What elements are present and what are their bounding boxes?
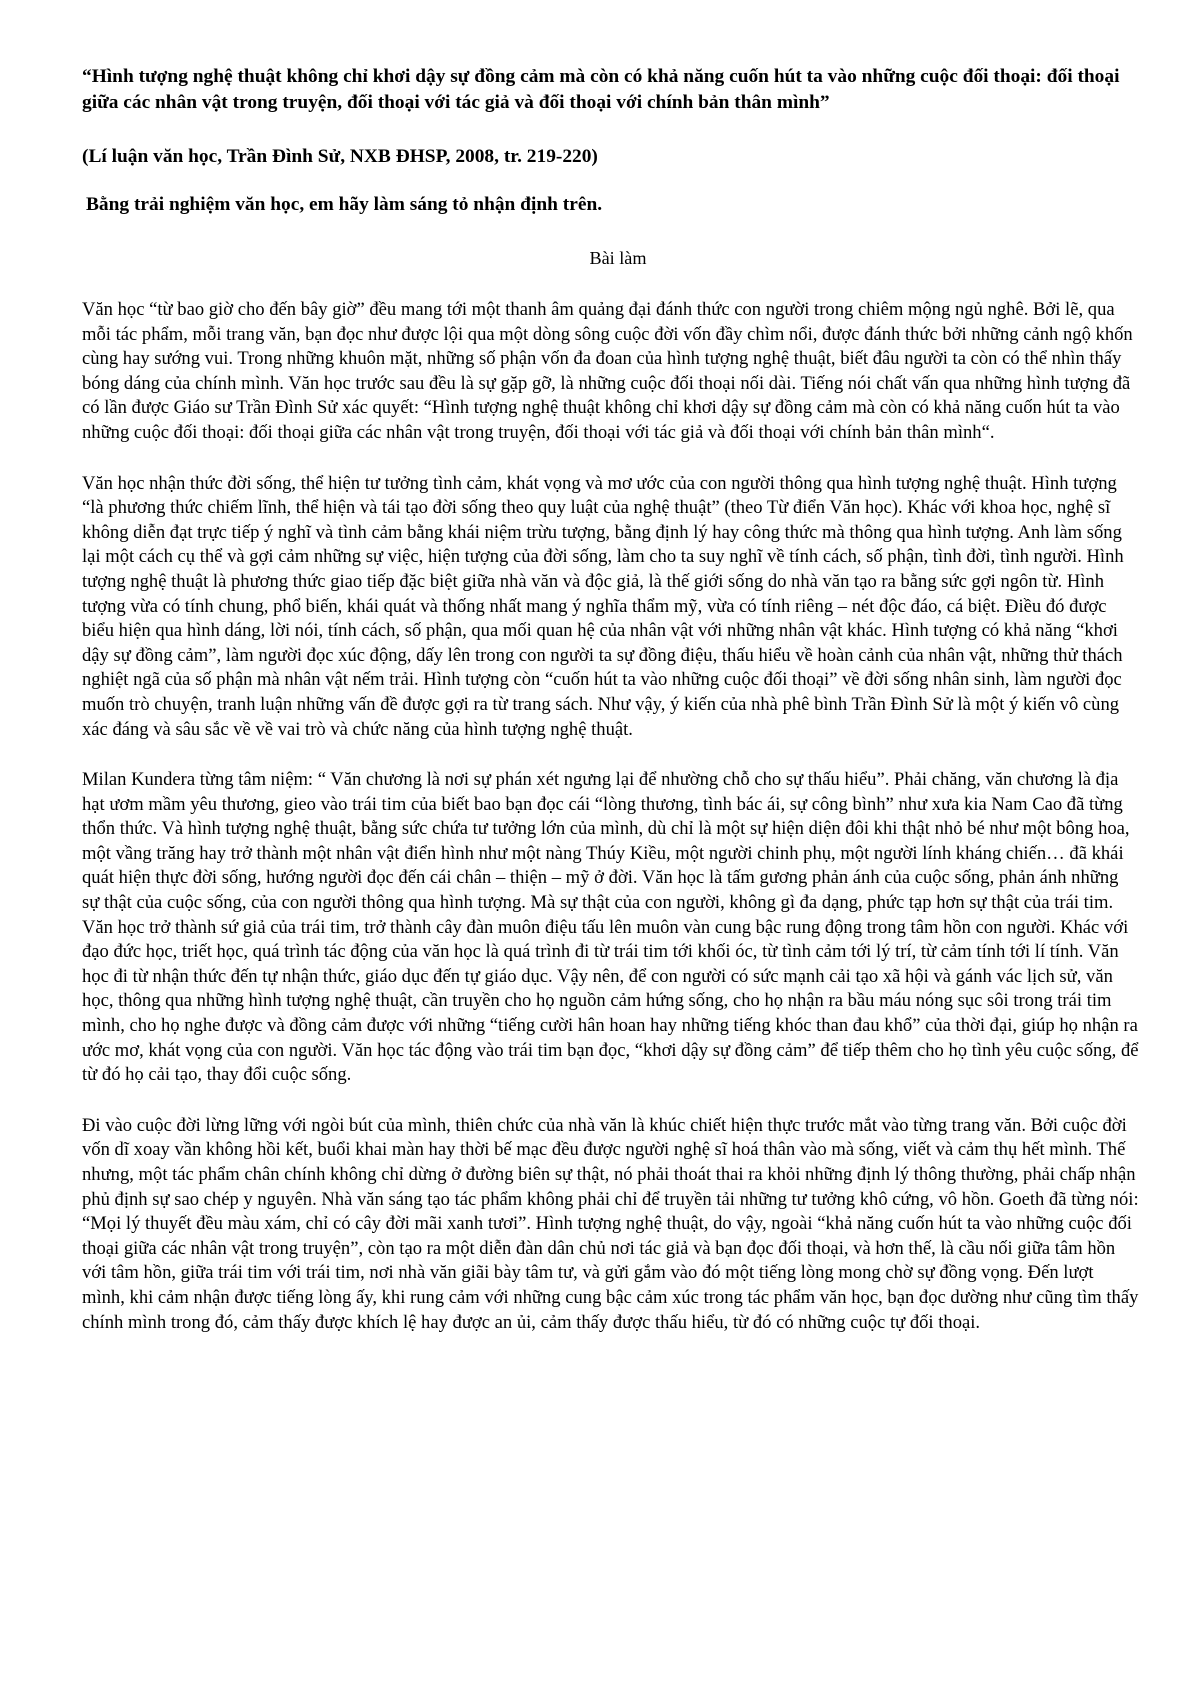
essay-paragraph-2: Văn học nhận thức đời sống, thể hiện tư tưởng tình cảm, khát vọng và mơ ước của con người thông qua hình tượng nghệ thuật. Hình tượng “là phương thức chiếm lĩnh, thể hiện và tái tạo đời sống theo quy luật của nghệ thuật” (theo Từ điển Văn học). Khác với khoa học, nghệ sĩ không diễn đạt trực tiếp ý nghĩ và tình cảm bằng khái niệm trừu tượng, bằng định lý hay công thức mà thông qua hình tượng. Anh làm sống lại một cách cụ thể và gợi cảm những sự việc, hiện tượng của đời sống, làm cho ta suy nghĩ về tính cách, số phận, tình đời, tình người. Hình tượng nghệ thuật là phương thức giao tiếp đặc biệt giữa nhà văn và độc giả, là thế giới sống do nhà văn tạo ra bằng sức gợi ngôn từ. Hình tượng vừa có tính chung, phổ biến, khái quát và thống nhất mang ý nghĩa thẩm mỹ, vừa có tính riêng – nét độc đáo, cá biệt. Điều đó được biểu hiện qua hình dáng, lời nói, tính cách, số phận, qua mối quan hệ của nhân vật với những nhân vật khác. Hình tượng có khả năng “khơi dậy sự đồng cảm”, làm người đọc xúc động, dấy lên trong con người ta sự đồng điệu, thấu hiểu về hoàn cảnh của nhân vật, những thử thách nghiệt ngã của số phận mà nhân vật nếm trải. Hình tượng còn “cuốn hút ta vào những cuộc đối thoại” về đời sống nhân sinh, làm người đọc muốn trò chuyện, tranh luận những vấn đề được gợi ra từ trang sách. Như vậy, ý kiến của nhà phê bình Trần Đình Sử là một ý kiến vô cùng xác đáng và sâu sắc về về vai trò và chức năng của hình tượng nghệ thuật. <box>82 472 1124 740</box>
essay-paragraph-4: Đi vào cuộc đời lừng lững với ngòi bút của mình, thiên chức của nhà văn là khúc chiết hiện thực trước mắt vào từng trang văn. Bởi cuộc đời vốn dĩ xoay vần không hồi kết, buổi khai màn hay thời bế mạc đều được người nghệ sĩ hoá thân vào mà sống, viết và cảm thụ hết mình. Thế nhưng, một tác phẩm chân chính không chỉ dừng ở đường biên sự thật, nó phải thoát thai ra khỏi những định lý thông thường, phải chấp nhận phủ định sự sao chép y nguyên. Nhà văn sáng tạo tác phẩm không phải chỉ để truyền tải những tư tưởng khô cứng, vô hồn. Goeth đã từng nói: “Mọi lý thuyết đều màu xám, chỉ có cây đời mãi xanh tươi”. Hình tượng nghệ thuật, do vậy, ngoài “khả năng cuốn hút ta vào những cuộc đối thoại giữa các nhân vật trong truyện”, còn tạo ra một diễn đàn dân chủ nơi tác giả và bạn đọc đối thoại, và hơn thế, là cầu nối giữa tâm hồn với tâm hồn, giữa trái tim với trái tim, nơi nhà văn giãi bày tâm tư, và gửi gắm vào đó một tiếng lòng mong chờ sự đồng vọng. Đến lượt mình, khi cảm nhận được tiếng lòng ấy, khi rung cảm với những cung bậc cảm xúc trong tác phẩm văn học, bạn đọc dường như cũng tìm thấy chính mình trong đó, cảm thấy được khích lệ hay được an ủi, cảm thấy được thấu hiểu, từ đó có những cuộc tự đối thoại. <box>82 1114 1139 1333</box>
essay-heading: Bài làm <box>589 248 647 268</box>
prompt-quote: “Hình tượng nghệ thuật không chỉ khơi dậy sự đồng cảm mà còn có khả năng cuốn hút ta vào những cuộc đối thoại: đối thoại giữa các nhân vật trong truyện, đối thoại với tác giả và đối thoại với chính bản thân mình” <box>82 66 1120 113</box>
quote-source: (Lí luận văn học, Trần Đình Sử, NXB ĐHSP, 2008, tr. 219-220) <box>82 146 598 167</box>
document-page <box>82 64 1140 1361</box>
essay-paragraph-1: Văn học “từ bao giờ cho đến bây giờ” đều mang tới một thanh âm quảng đại đánh thức con người trong chiêm mộng ngủ nghê. Bởi lẽ, qua mỗi tác phẩm, mỗi trang văn, bạn đọc như được lội qua một dòng sông cuộc đời vốn đầy chìm nổi, được đánh thức bởi những cảnh ngộ khốn cùng hay sướng vui. Trong những khuôn mặt, những số phận vốn đa đoan của hình tượng nghệ thuật, biết đâu người ta còn có thể nhìn thấy bóng dáng của chính mình. Văn học trước sau đều là sự gặp gỡ, là những cuộc đối thoại nối dài. Tiếng nói chất vấn qua những hình tượng đã có lần được Giáo sư Trần Đình Sử xác quyết: “Hình tượng nghệ thuật không chỉ khơi dậy sự đồng cảm mà còn có khả năng cuốn hút ta vào những cuộc đối thoại: đối thoại giữa các nhân vật trong truyện, đối thoại với tác giả và đối thoại với chính bản thân mình“. <box>82 299 1133 443</box>
essay-paragraph-3: Milan Kundera từng tâm niệm: “ Văn chương là nơi sự phán xét ngưng lại để nhường chỗ cho sự thấu hiểu”. Phải chăng, văn chương là địa hạt ươm mầm yêu thương, gieo vào trái tim của biết bao bạn đọc cái “lòng thương, tình bác ái, sự công bình” như xưa kia Nam Cao đã từng thổn thức. Và hình tượng nghệ thuật, bằng sức chứa tư tưởng lớn của mình, dù chỉ là một sự hiện diện đôi khi thật nhỏ bé như một bông hoa, một vầng trăng hay trở thành một nhân vật điển hình như một nàng Thúy Kiều, một người chinh phụ, một người lính kháng chiến… đã khái quát hiện thực đời sống, hướng người đọc đến cái chân – thiện – mỹ ở đời. Văn học là tấm gương phản ánh của cuộc sống, phản ánh những sự thật của cuộc sống, của con người thông qua hình tượng. Mà sự thật của con người, không gì đa dạng, phức tạp hơn sự thật của trái tim. Văn học trở thành sứ giả của trái tim, trở thành cây đàn muôn điệu tấu lên muôn vàn cung bậc rung động trong tâm hồn con người. Khác với đạo đức học, triết học, quá trình tác động của văn học là quá trình đi từ trái tim tới khối óc, từ tình cảm tới lý trí, từ cảm tính tới lí tính. Văn học đi từ nhận thức đến tự nhận thức, giáo dục đến tự giáo dục. Vậy nên, để con người có sức mạnh cải tạo xã hội và gánh vác lịch sử, văn học, thông qua những hình tượng nghệ thuật, cần truyền cho họ nguồn cảm hứng sống, cho họ nhận ra bầu máu nóng sục sôi trong trái tim mình, cho họ nghe được và đồng cảm được với những “tiếng cười hân hoan hay những tiếng khóc than đau khổ” của thời đại, giúp họ nhận ra ước mơ, khát vọng của con người. Văn học tác động vào trái tim bạn đọc, “khơi dậy sự đồng cảm” để tiếp thêm cho họ tình yêu cuộc sống, để từ đó họ cải tạo, thay đổi cuộc sống. <box>82 769 1139 1086</box>
essay-prompt: Bằng trải nghiệm văn học, em hãy làm sáng tỏ nhận định trên. <box>86 194 603 215</box>
